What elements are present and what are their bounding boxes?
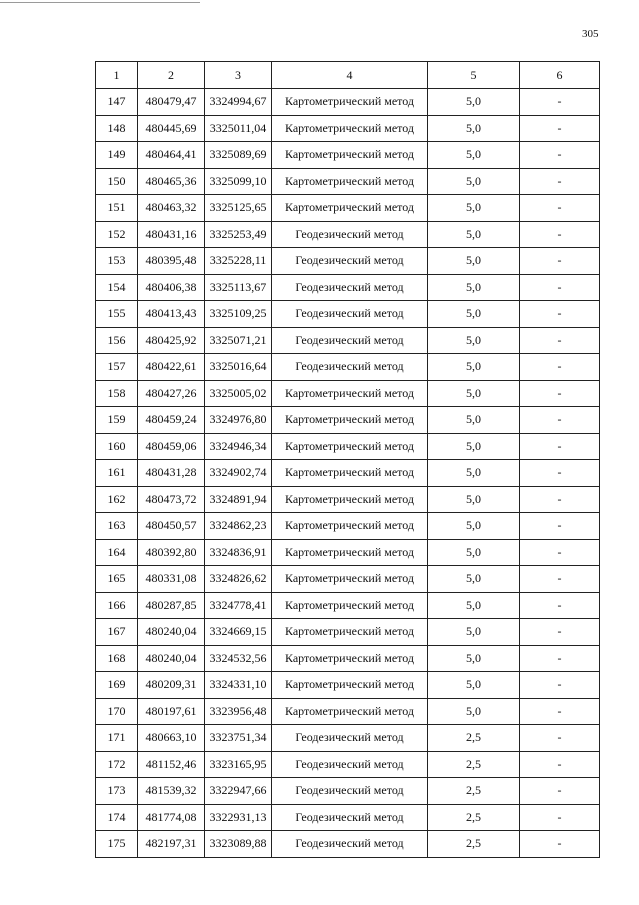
cell-y-coordinate: 3325016,64	[205, 354, 272, 381]
cell-note: -	[520, 142, 600, 169]
cell-note: -	[520, 354, 600, 381]
cell-x-coordinate: 480663,10	[138, 725, 205, 752]
cell-x-coordinate: 480395,48	[138, 248, 205, 275]
header-row	[96, 62, 600, 89]
cell-y-coordinate: 3324994,67	[205, 89, 272, 116]
cell-accuracy: 2,5	[428, 751, 520, 778]
cell-x-coordinate: 480240,04	[138, 645, 205, 672]
cell-method: Геодезический метод	[272, 725, 428, 752]
cell-x-coordinate: 481539,32	[138, 778, 205, 805]
cell-note: -	[520, 513, 600, 540]
cell-accuracy: 5,0	[428, 115, 520, 142]
table-row	[96, 433, 600, 460]
cell-y-coordinate: 3324826,62	[205, 566, 272, 593]
cell-y-coordinate: 3325113,67	[205, 274, 272, 301]
table-row	[96, 195, 600, 222]
cell-note: -	[520, 433, 600, 460]
cell-note: -	[520, 407, 600, 434]
cell-y-coordinate: 3325071,21	[205, 327, 272, 354]
cell-x-coordinate: 480240,04	[138, 619, 205, 646]
cell-point-number: 170	[96, 698, 138, 725]
cell-x-coordinate: 480331,08	[138, 566, 205, 593]
cell-method: Геодезический метод	[272, 804, 428, 831]
table-row	[96, 592, 600, 619]
cell-point-number: 153	[96, 248, 138, 275]
table-row	[96, 698, 600, 725]
cell-y-coordinate: 3323089,88	[205, 831, 272, 858]
cell-method: Картометрический метод	[272, 539, 428, 566]
cell-y-coordinate: 3325125,65	[205, 195, 272, 222]
cell-method: Картометрический метод	[272, 115, 428, 142]
cell-method: Геодезический метод	[272, 354, 428, 381]
cell-point-number: 147	[96, 89, 138, 116]
cell-method: Геодезический метод	[272, 778, 428, 805]
cell-y-coordinate: 3325253,49	[205, 221, 272, 248]
cell-point-number: 167	[96, 619, 138, 646]
cell-point-number: 156	[96, 327, 138, 354]
cell-method: Картометрический метод	[272, 698, 428, 725]
cell-method: Геодезический метод	[272, 327, 428, 354]
cell-x-coordinate: 480450,57	[138, 513, 205, 540]
cell-accuracy: 5,0	[428, 486, 520, 513]
table-row	[96, 619, 600, 646]
coordinates-table	[95, 61, 600, 858]
cell-note: -	[520, 725, 600, 752]
cell-note: -	[520, 804, 600, 831]
table-row	[96, 168, 600, 195]
cell-y-coordinate: 3323165,95	[205, 751, 272, 778]
cell-method: Картометрический метод	[272, 645, 428, 672]
cell-accuracy: 5,0	[428, 407, 520, 434]
table-row	[96, 539, 600, 566]
table-row	[96, 142, 600, 169]
cell-note: -	[520, 672, 600, 699]
table-row	[96, 301, 600, 328]
cell-method: Геодезический метод	[272, 274, 428, 301]
cell-note: -	[520, 619, 600, 646]
cell-note: -	[520, 751, 600, 778]
cell-note: -	[520, 248, 600, 275]
cell-note: -	[520, 221, 600, 248]
cell-accuracy: 5,0	[428, 248, 520, 275]
cell-y-coordinate: 3324778,41	[205, 592, 272, 619]
table-row	[96, 248, 600, 275]
header-cell-3: 3	[205, 62, 272, 89]
cell-point-number: 164	[96, 539, 138, 566]
cell-point-number: 168	[96, 645, 138, 672]
cell-accuracy: 5,0	[428, 274, 520, 301]
cell-method: Геодезический метод	[272, 831, 428, 858]
table-row	[96, 751, 600, 778]
cell-point-number: 149	[96, 142, 138, 169]
cell-y-coordinate: 3325109,25	[205, 301, 272, 328]
cell-x-coordinate: 480479,47	[138, 89, 205, 116]
cell-note: -	[520, 327, 600, 354]
cell-note: -	[520, 168, 600, 195]
cell-accuracy: 2,5	[428, 804, 520, 831]
cell-note: -	[520, 89, 600, 116]
table-row	[96, 221, 600, 248]
cell-note: -	[520, 115, 600, 142]
cell-point-number: 151	[96, 195, 138, 222]
cell-point-number: 175	[96, 831, 138, 858]
cell-note: -	[520, 831, 600, 858]
table-row	[96, 725, 600, 752]
table-body	[96, 89, 600, 858]
cell-x-coordinate: 481774,08	[138, 804, 205, 831]
cell-y-coordinate: 3323956,48	[205, 698, 272, 725]
cell-x-coordinate: 480445,69	[138, 115, 205, 142]
cell-method: Картометрический метод	[272, 619, 428, 646]
cell-accuracy: 5,0	[428, 460, 520, 487]
cell-y-coordinate: 3324532,56	[205, 645, 272, 672]
header-cell-4: 4	[272, 62, 428, 89]
cell-accuracy: 5,0	[428, 619, 520, 646]
cell-x-coordinate: 480431,28	[138, 460, 205, 487]
top-rule	[0, 2, 200, 3]
cell-accuracy: 5,0	[428, 592, 520, 619]
cell-method: Картометрический метод	[272, 592, 428, 619]
cell-y-coordinate: 3324862,23	[205, 513, 272, 540]
cell-x-coordinate: 480425,92	[138, 327, 205, 354]
cell-accuracy: 5,0	[428, 539, 520, 566]
cell-point-number: 172	[96, 751, 138, 778]
cell-point-number: 157	[96, 354, 138, 381]
cell-point-number: 174	[96, 804, 138, 831]
cell-point-number: 150	[96, 168, 138, 195]
cell-x-coordinate: 480427,26	[138, 380, 205, 407]
cell-method: Картометрический метод	[272, 513, 428, 540]
cell-note: -	[520, 778, 600, 805]
header-cell-5: 5	[428, 62, 520, 89]
cell-x-coordinate: 482197,31	[138, 831, 205, 858]
header-cell-6: 6	[520, 62, 600, 89]
cell-y-coordinate: 3325005,02	[205, 380, 272, 407]
cell-method: Картометрический метод	[272, 486, 428, 513]
header-cell-1: 1	[96, 62, 138, 89]
table-row	[96, 407, 600, 434]
cell-note: -	[520, 645, 600, 672]
table-row	[96, 486, 600, 513]
cell-note: -	[520, 486, 600, 513]
cell-y-coordinate: 3324331,10	[205, 672, 272, 699]
cell-method: Геодезический метод	[272, 301, 428, 328]
cell-point-number: 162	[96, 486, 138, 513]
cell-point-number: 161	[96, 460, 138, 487]
table-row	[96, 831, 600, 858]
cell-accuracy: 5,0	[428, 433, 520, 460]
cell-note: -	[520, 698, 600, 725]
cell-point-number: 158	[96, 380, 138, 407]
cell-x-coordinate: 480287,85	[138, 592, 205, 619]
cell-x-coordinate: 480431,16	[138, 221, 205, 248]
cell-accuracy: 5,0	[428, 221, 520, 248]
table-row	[96, 380, 600, 407]
cell-method: Геодезический метод	[272, 751, 428, 778]
cell-note: -	[520, 195, 600, 222]
cell-point-number: 166	[96, 592, 138, 619]
cell-method: Картометрический метод	[272, 407, 428, 434]
cell-accuracy: 5,0	[428, 89, 520, 116]
cell-y-coordinate: 3324946,34	[205, 433, 272, 460]
cell-accuracy: 2,5	[428, 831, 520, 858]
cell-accuracy: 5,0	[428, 566, 520, 593]
table-row	[96, 354, 600, 381]
cell-point-number: 173	[96, 778, 138, 805]
cell-x-coordinate: 480463,32	[138, 195, 205, 222]
cell-accuracy: 5,0	[428, 195, 520, 222]
cell-point-number: 152	[96, 221, 138, 248]
cell-note: -	[520, 592, 600, 619]
table-row	[96, 460, 600, 487]
cell-point-number: 148	[96, 115, 138, 142]
cell-x-coordinate: 480392,80	[138, 539, 205, 566]
table-row	[96, 778, 600, 805]
cell-point-number: 160	[96, 433, 138, 460]
cell-y-coordinate: 3324976,80	[205, 407, 272, 434]
cell-x-coordinate: 480465,36	[138, 168, 205, 195]
cell-y-coordinate: 3324836,91	[205, 539, 272, 566]
table-row	[96, 645, 600, 672]
cell-point-number: 155	[96, 301, 138, 328]
cell-y-coordinate: 3324902,74	[205, 460, 272, 487]
cell-method: Картометрический метод	[272, 380, 428, 407]
cell-point-number: 154	[96, 274, 138, 301]
cell-method: Картометрический метод	[272, 433, 428, 460]
table-row	[96, 327, 600, 354]
cell-note: -	[520, 274, 600, 301]
cell-point-number: 159	[96, 407, 138, 434]
cell-x-coordinate: 480473,72	[138, 486, 205, 513]
cell-method: Картометрический метод	[272, 672, 428, 699]
cell-y-coordinate: 3322931,13	[205, 804, 272, 831]
cell-method: Геодезический метод	[272, 221, 428, 248]
cell-note: -	[520, 539, 600, 566]
cell-y-coordinate: 3324669,15	[205, 619, 272, 646]
cell-point-number: 165	[96, 566, 138, 593]
cell-method: Картометрический метод	[272, 460, 428, 487]
cell-x-coordinate: 480464,41	[138, 142, 205, 169]
cell-x-coordinate: 480209,31	[138, 672, 205, 699]
cell-x-coordinate: 481152,46	[138, 751, 205, 778]
cell-x-coordinate: 480422,61	[138, 354, 205, 381]
cell-y-coordinate: 3325011,04	[205, 115, 272, 142]
cell-y-coordinate: 3322947,66	[205, 778, 272, 805]
table-row	[96, 566, 600, 593]
cell-method: Картометрический метод	[272, 566, 428, 593]
cell-method: Картометрический метод	[272, 195, 428, 222]
table-row	[96, 804, 600, 831]
cell-accuracy: 5,0	[428, 354, 520, 381]
cell-x-coordinate: 480413,43	[138, 301, 205, 328]
page-number: 305	[582, 28, 599, 40]
table-row	[96, 89, 600, 116]
table-row	[96, 115, 600, 142]
cell-note: -	[520, 301, 600, 328]
cell-method: Геодезический метод	[272, 248, 428, 275]
cell-y-coordinate: 3325099,10	[205, 168, 272, 195]
cell-note: -	[520, 380, 600, 407]
cell-point-number: 163	[96, 513, 138, 540]
cell-y-coordinate: 3323751,34	[205, 725, 272, 752]
cell-x-coordinate: 480459,06	[138, 433, 205, 460]
cell-note: -	[520, 460, 600, 487]
cell-accuracy: 5,0	[428, 327, 520, 354]
cell-accuracy: 5,0	[428, 645, 520, 672]
cell-method: Картометрический метод	[272, 168, 428, 195]
table-row	[96, 274, 600, 301]
cell-point-number: 169	[96, 672, 138, 699]
table-row	[96, 672, 600, 699]
cell-x-coordinate: 480459,24	[138, 407, 205, 434]
cell-x-coordinate: 480406,38	[138, 274, 205, 301]
table-row	[96, 513, 600, 540]
cell-method: Картометрический метод	[272, 142, 428, 169]
cell-method: Картометрический метод	[272, 89, 428, 116]
cell-accuracy: 5,0	[428, 301, 520, 328]
cell-y-coordinate: 3325228,11	[205, 248, 272, 275]
cell-accuracy: 5,0	[428, 380, 520, 407]
cell-note: -	[520, 566, 600, 593]
cell-accuracy: 5,0	[428, 672, 520, 699]
cell-accuracy: 2,5	[428, 725, 520, 752]
cell-accuracy: 5,0	[428, 168, 520, 195]
cell-accuracy: 2,5	[428, 778, 520, 805]
cell-accuracy: 5,0	[428, 698, 520, 725]
cell-point-number: 171	[96, 725, 138, 752]
cell-accuracy: 5,0	[428, 142, 520, 169]
cell-x-coordinate: 480197,61	[138, 698, 205, 725]
cell-accuracy: 5,0	[428, 513, 520, 540]
header-cell-2: 2	[138, 62, 205, 89]
cell-y-coordinate: 3324891,94	[205, 486, 272, 513]
cell-y-coordinate: 3325089,69	[205, 142, 272, 169]
